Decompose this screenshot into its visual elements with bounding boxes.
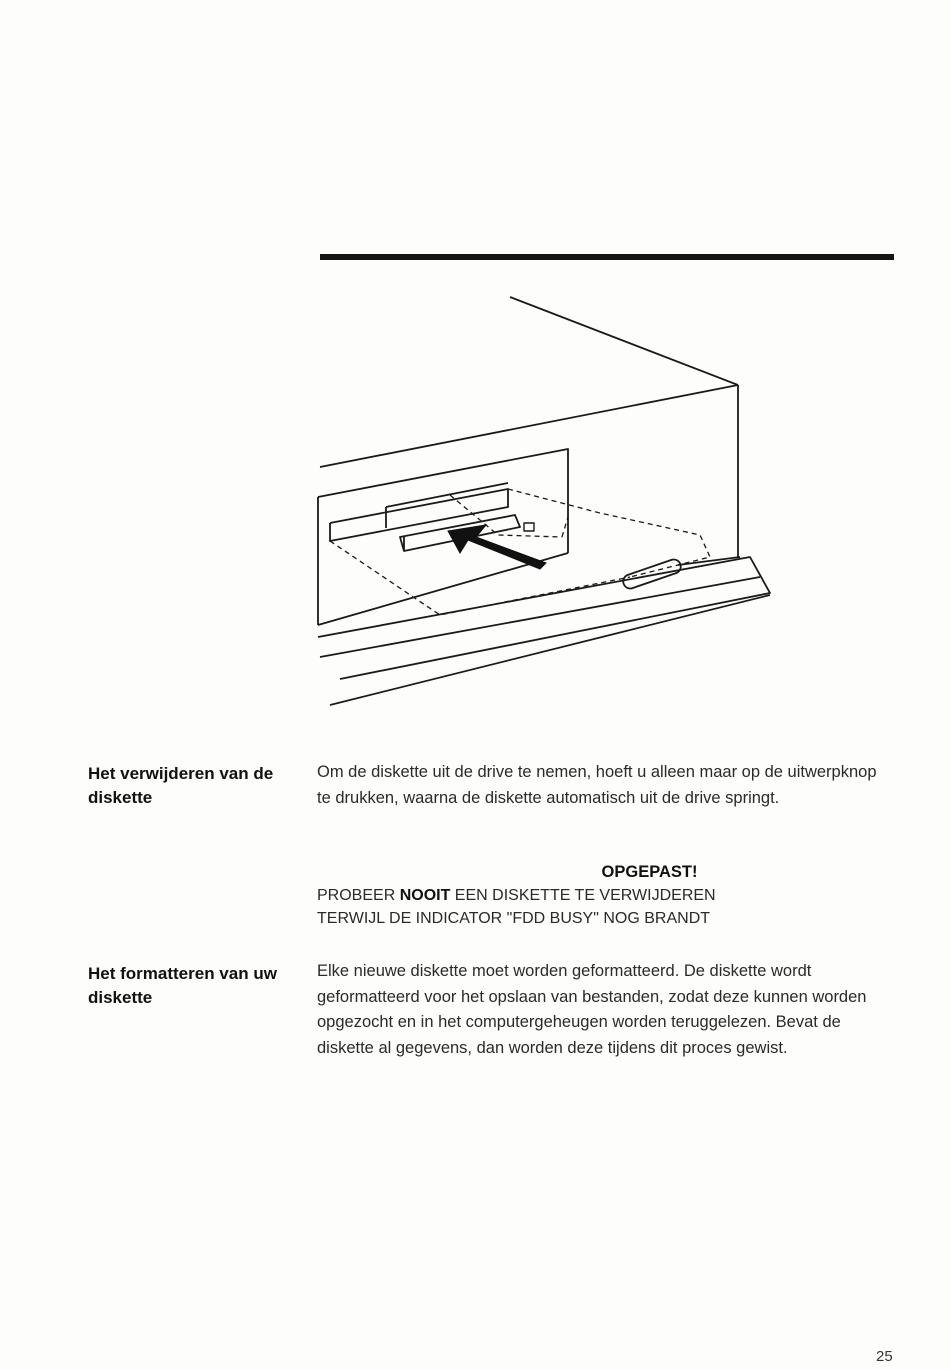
section-body-remove-diskette: Om de diskette uit de drive te nemen, hoeft u alleen maar op de uitwerpknop te drukken, waarna de diskette automatisch uit de drive springt. — [317, 763, 877, 807]
warning-line-2: TERWIJL DE INDICATOR "FDD BUSY" NOG BRANDT — [317, 910, 711, 927]
header-rule — [320, 254, 894, 260]
warning-line-1: PROBEER NOOIT EEN DISKETTE TE VERWIJDEREN — [317, 887, 716, 904]
page-number: 25 — [876, 1348, 893, 1365]
section-heading-remove-diskette: Het verwijderen van de diskette — [88, 764, 274, 807]
section-heading-format-diskette: Het formatteren van uw diskette — [88, 964, 277, 1007]
warning-title: OPGEPAST! — [601, 863, 698, 881]
warning-emphasis: NOOIT — [399, 887, 451, 904]
section-body-format-diskette: Elke nieuwe diskette moet worden geformatteerd. De diskette wordt geformatteerd voor het opslaan van bestanden, zodat deze kunnen worden opgezocht en in het computergeheugen worden teruggelezen. Bevat de diskette al gegevens, dan worden deze tijdens dit proces gewist. — [317, 962, 867, 1057]
floppy-drive-illustration — [300, 285, 800, 725]
warning-box — [317, 861, 892, 930]
